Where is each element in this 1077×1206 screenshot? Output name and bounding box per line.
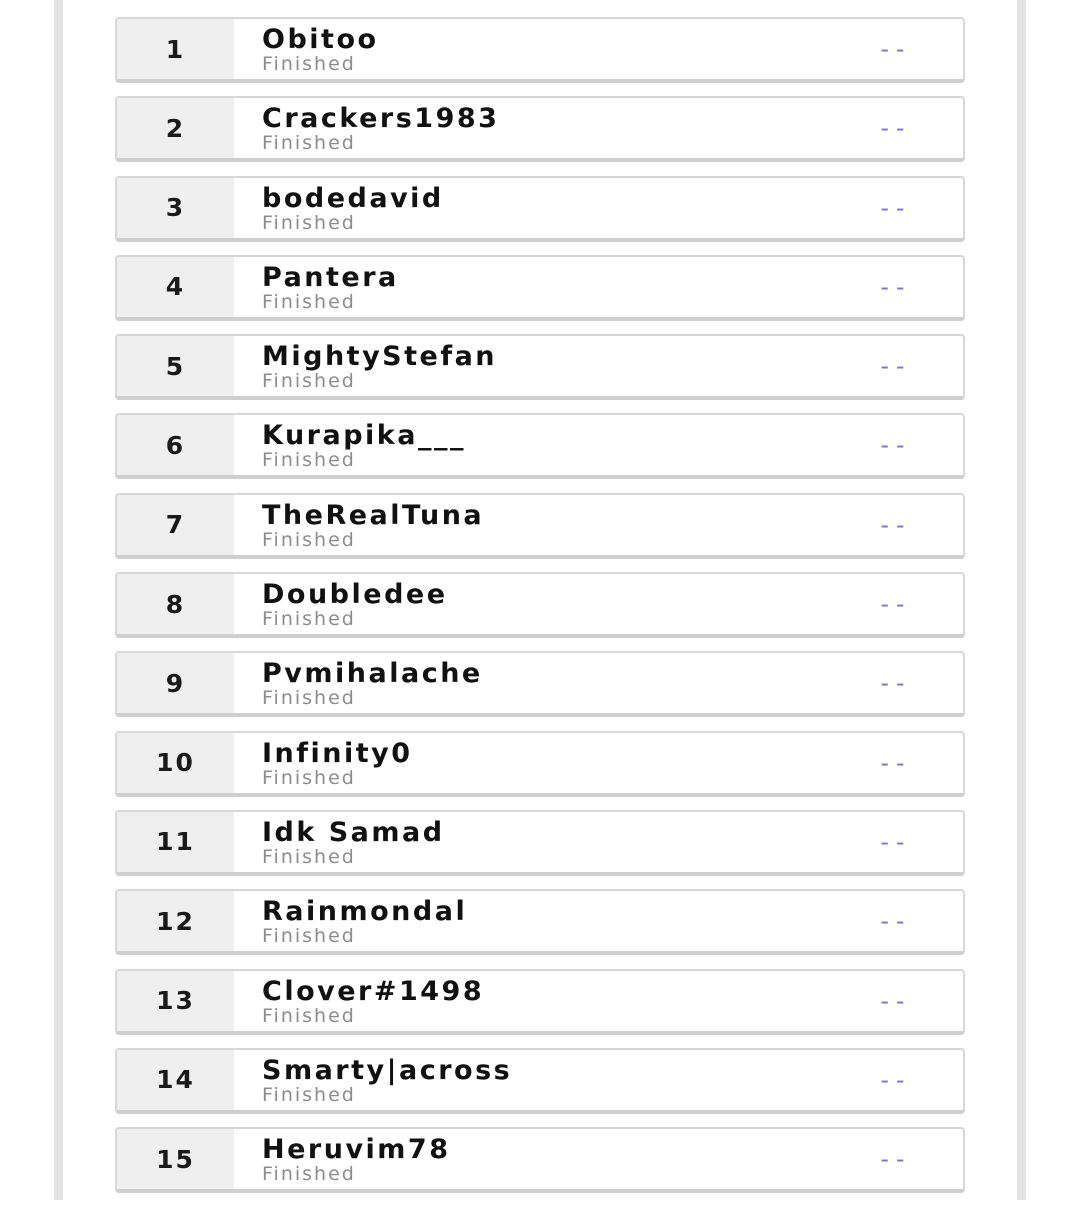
player-info xyxy=(234,336,843,396)
player-info xyxy=(234,971,843,1031)
player-info xyxy=(234,812,843,872)
player-info xyxy=(234,415,843,475)
player-info xyxy=(234,19,843,79)
leaderboard-row[interactable] xyxy=(115,17,965,83)
player-score: -- xyxy=(877,590,909,619)
player-name: Heruvim78 xyxy=(262,1134,451,1166)
player-status: Finished xyxy=(262,1083,356,1106)
leaderboard-row[interactable] xyxy=(115,96,965,162)
player-info xyxy=(234,1050,843,1110)
rank-number: 1 xyxy=(117,19,234,79)
player-status: Finished xyxy=(262,449,356,472)
leaderboard-row[interactable] xyxy=(115,413,965,479)
rank-number: 6 xyxy=(117,415,234,475)
player-name: MightyStefan xyxy=(262,341,498,373)
player-name: Pvmihalache xyxy=(262,658,483,690)
player-info xyxy=(234,495,843,555)
player-status: Finished xyxy=(262,211,356,234)
player-name: Pantera xyxy=(262,261,399,293)
rank-number: 8 xyxy=(117,574,234,634)
player-name: Kurapika___ xyxy=(262,420,466,452)
player-name: Rainmondal xyxy=(262,896,468,928)
player-name: Infinity0 xyxy=(262,737,413,769)
player-info xyxy=(234,574,843,634)
player-name: TheRealTuna xyxy=(262,499,485,531)
player-name: Smarty|across xyxy=(262,1054,513,1086)
leaderboard-row[interactable] xyxy=(115,810,965,876)
player-name: bodedavid xyxy=(262,182,444,214)
player-score: -- xyxy=(877,510,909,539)
rank-number: 11 xyxy=(117,812,234,872)
leaderboard-list xyxy=(115,17,965,1206)
player-status: Finished xyxy=(262,1004,356,1027)
rank-number: 14 xyxy=(117,1050,234,1110)
player-name: Clover#1498 xyxy=(262,975,485,1007)
right-rail xyxy=(1017,0,1026,1200)
player-status: Finished xyxy=(262,845,356,868)
leaderboard-row[interactable] xyxy=(115,176,965,242)
leaderboard-row[interactable] xyxy=(115,731,965,797)
rank-number: 9 xyxy=(117,653,234,713)
rank-number: 3 xyxy=(117,178,234,238)
rank-number: 4 xyxy=(117,257,234,317)
leaderboard-row[interactable] xyxy=(115,572,965,638)
player-status: Finished xyxy=(262,53,356,75)
player-score: -- xyxy=(877,827,909,856)
player-score: -- xyxy=(877,748,909,777)
player-info xyxy=(234,891,843,951)
rank-number: 12 xyxy=(117,891,234,951)
player-score: -- xyxy=(877,986,909,1015)
player-score: -- xyxy=(877,1065,909,1094)
leaderboard-row[interactable] xyxy=(115,1127,965,1193)
player-info xyxy=(234,98,843,158)
player-score: -- xyxy=(877,431,909,460)
player-score: -- xyxy=(877,352,909,381)
player-info xyxy=(234,653,843,713)
player-status: Finished xyxy=(262,766,356,789)
leaderboard-row[interactable] xyxy=(115,889,965,955)
left-rail xyxy=(54,0,63,1200)
leaderboard-row[interactable] xyxy=(115,1048,965,1114)
player-status: Finished xyxy=(262,370,356,393)
rank-number: 5 xyxy=(117,336,234,396)
player-status: Finished xyxy=(262,687,356,710)
player-score: -- xyxy=(877,193,909,222)
player-name: Doubledee xyxy=(262,579,448,611)
rank-number: 13 xyxy=(117,971,234,1031)
leaderboard-row[interactable] xyxy=(115,334,965,400)
player-score: -- xyxy=(877,272,909,301)
rank-number: 15 xyxy=(117,1129,234,1189)
player-info xyxy=(234,733,843,793)
player-info xyxy=(234,257,843,317)
player-info xyxy=(234,1129,843,1189)
rank-number: 2 xyxy=(117,98,234,158)
player-status: Finished xyxy=(262,132,356,155)
player-status: Finished xyxy=(262,608,356,631)
player-name: Obitoo xyxy=(262,24,379,55)
leaderboard-row[interactable] xyxy=(115,651,965,717)
player-status: Finished xyxy=(262,528,356,551)
player-score: -- xyxy=(877,669,909,698)
player-status: Finished xyxy=(262,290,356,313)
rank-number: 10 xyxy=(117,733,234,793)
player-score: -- xyxy=(877,1145,909,1174)
player-score: -- xyxy=(877,907,909,936)
leaderboard-row[interactable] xyxy=(115,255,965,321)
player-info xyxy=(234,178,843,238)
player-name: Crackers1983 xyxy=(262,103,500,135)
leaderboard-row[interactable] xyxy=(115,493,965,559)
player-score: -- xyxy=(877,114,909,143)
player-status: Finished xyxy=(262,1163,356,1186)
player-score: -- xyxy=(877,35,909,63)
leaderboard-row[interactable] xyxy=(115,969,965,1035)
player-status: Finished xyxy=(262,925,356,948)
player-name: Idk Samad xyxy=(262,816,445,848)
rank-number: 7 xyxy=(117,495,234,555)
